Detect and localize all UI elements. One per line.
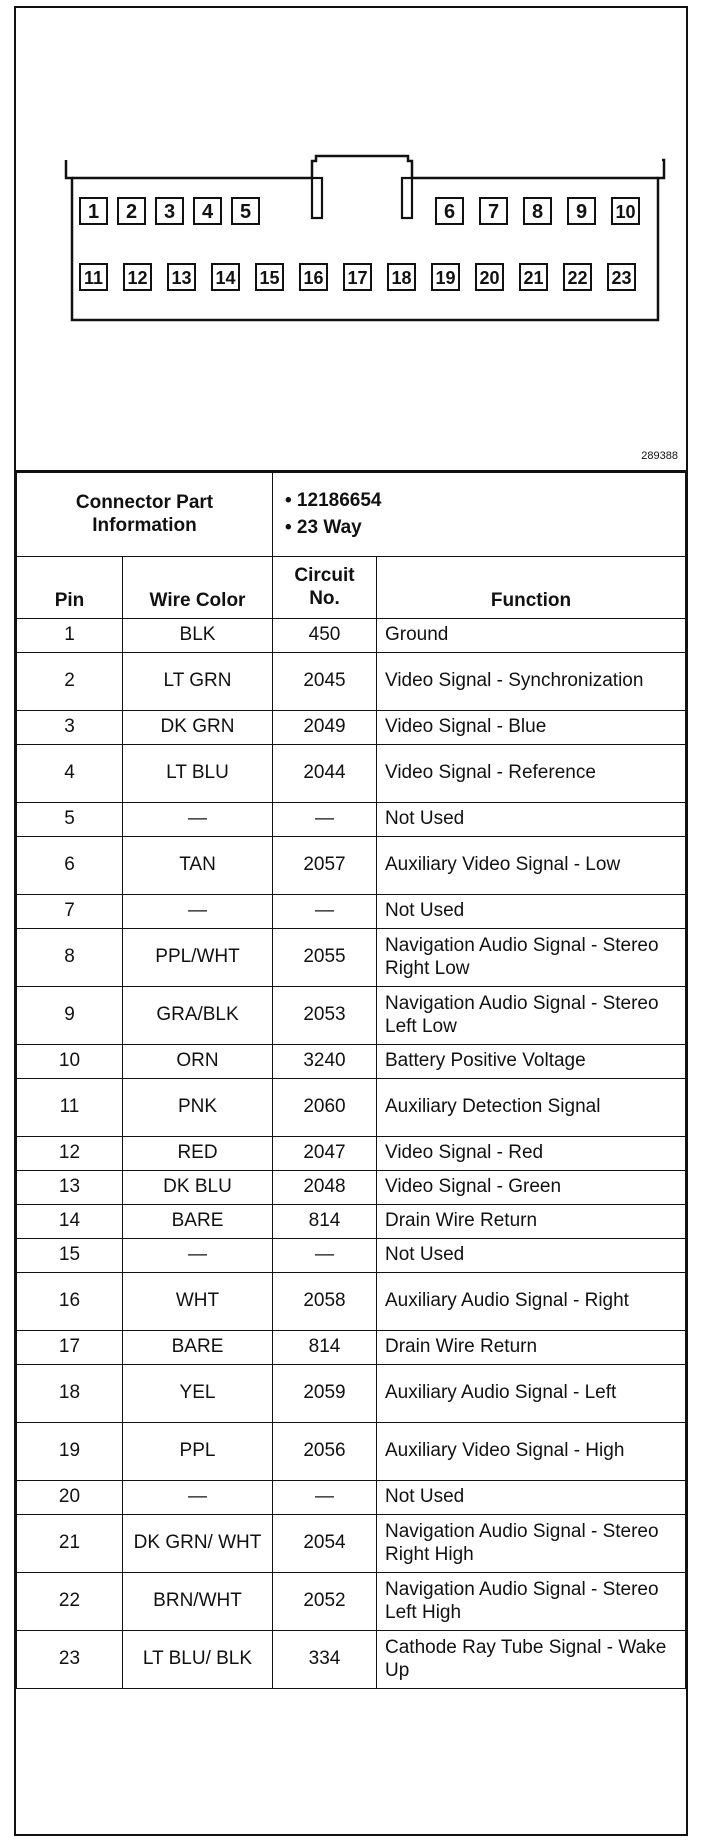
circuit-cell: 2047 [273,1137,377,1171]
connector-pin-label: 6 [443,201,456,223]
table-row [17,1573,686,1631]
table-row [17,1331,686,1365]
connector-pin [524,198,551,224]
function-cell: Cathode Ray Tube Signal - Wake Up [377,1631,686,1689]
function-cell: Video Signal - Blue [377,711,686,745]
connector-pin-label: 3 [163,201,176,223]
pin-cell: 4 [17,745,123,803]
circuit-cell: 2056 [273,1423,377,1481]
connector-pin [480,198,507,224]
pinout-table [16,472,686,1689]
connector-face-drawing [16,8,686,468]
circuit-cell: 2052 [273,1573,377,1631]
connector-way-count: • 23 Way [285,516,362,538]
table-row [17,745,686,803]
connector-pin-label: 16 [303,268,324,288]
table-row [17,1273,686,1331]
connector-info-label-line1: Connector Part [75,492,214,514]
connector-pin-label: 9 [575,201,588,223]
function-cell: Battery Positive Voltage [377,1045,686,1079]
function-cell: Navigation Audio Signal - Stereo Right Low [377,929,686,987]
circuit-cell: — [273,1481,377,1515]
function-cell: Auxiliary Video Signal - High [377,1423,686,1481]
table-row [17,929,686,987]
pin-cell: 6 [17,837,123,895]
function-cell: Ground [377,619,686,653]
wire-color-cell: — [123,803,273,837]
connector-pin-label: 17 [347,268,368,288]
connector-pin [168,264,195,290]
circuit-cell: 814 [273,1205,377,1239]
wire-color-cell: — [123,1481,273,1515]
wire-color-cell: DK BLU [123,1171,273,1205]
connector-pin [432,264,459,290]
wire-color-cell: TAN [123,837,273,895]
pin-cell: 15 [17,1239,123,1273]
pin-cell: 14 [17,1205,123,1239]
function-cell: Not Used [377,895,686,929]
wire-color-cell: — [123,1239,273,1273]
function-cell: Video Signal - Green [377,1171,686,1205]
pin-cell: 20 [17,1481,123,1515]
wire-color-cell: GRA/BLK [123,987,273,1045]
connector-pin [194,198,221,224]
pin-cell: 23 [17,1631,123,1689]
table-row [17,803,686,837]
table-row [17,653,686,711]
pin-cell: 17 [17,1331,123,1365]
circuit-cell: 2055 [273,929,377,987]
function-cell: Navigation Audio Signal - Stereo Left Low [377,987,686,1045]
connector-pin [612,198,639,224]
pin-cell: 9 [17,987,123,1045]
wire-color-cell: PPL/WHT [123,929,273,987]
connector-pin-label: 7 [487,201,500,223]
connector-info-label [17,473,273,557]
table-row [17,711,686,745]
connector-pin-label: 14 [215,268,236,288]
function-cell: Not Used [377,803,686,837]
connector-pin [118,198,145,224]
function-cell: Navigation Audio Signal - Stereo Left High [377,1573,686,1631]
circuit-cell: — [273,1239,377,1273]
table-row [17,1137,686,1171]
connector-info-label-line2: Information [92,514,197,536]
circuit-cell: 2053 [273,987,377,1045]
connector-housing-outline [66,160,664,320]
pin-cell: 2 [17,653,123,711]
connector-pin [388,264,415,290]
circuit-cell: 2045 [273,653,377,711]
connector-pin-label: 20 [479,268,500,288]
circuit-cell: 450 [273,619,377,653]
connector-pin-label: 4 [201,201,214,223]
connector-pin [232,198,259,224]
header-function: Function [377,557,686,619]
connector-pin [564,264,591,290]
wire-color-cell: BARE [123,1205,273,1239]
connector-pin-label: 22 [567,268,588,288]
function-cell: Auxiliary Audio Signal - Right [377,1273,686,1331]
pin-cell: 19 [17,1423,123,1481]
connector-pin-label: 15 [259,268,280,288]
table-row [17,1365,686,1423]
header-circuit [273,557,377,619]
pin-cell: 16 [17,1273,123,1331]
table-row [17,619,686,653]
connector-right-latch [402,178,412,218]
wire-color-cell: BARE [123,1331,273,1365]
circuit-cell: 334 [273,1631,377,1689]
header-pin: Pin [17,557,123,619]
function-cell: Video Signal - Synchronization [377,653,686,711]
function-cell: Auxiliary Audio Signal - Left [377,1365,686,1423]
connector-pin [476,264,503,290]
connector-key-outline [72,156,658,178]
connector-diagram [16,8,686,472]
connector-pin [156,198,183,224]
pin-cell: 3 [17,711,123,745]
wire-color-cell: PNK [123,1079,273,1137]
header-circuit-line1: Circuit [294,565,355,587]
connector-pin [608,264,635,290]
circuit-cell: 2044 [273,745,377,803]
wire-color-cell: PPL [123,1423,273,1481]
pin-cell: 8 [17,929,123,987]
connector-pin [212,264,239,290]
table-row [17,987,686,1045]
wire-color-cell: DK GRN [123,711,273,745]
connector-pin [256,264,283,290]
wire-color-cell: LT GRN [123,653,273,711]
connector-left-latch [312,178,322,218]
connector-pin-label: 12 [127,268,148,288]
connector-pin-label: 8 [531,201,544,223]
pin-cell: 1 [17,619,123,653]
connector-pin-label: 23 [611,268,632,288]
connector-part-number: • 12186654 [285,490,382,512]
wire-color-cell: — [123,895,273,929]
connector-pin-label: 1 [87,201,100,223]
pin-cell: 7 [17,895,123,929]
wire-color-cell: LT BLU/ BLK [123,1631,273,1689]
pin-cell: 13 [17,1171,123,1205]
wire-color-cell: DK GRN/ WHT [123,1515,273,1573]
connector-pin-label: 13 [171,268,192,288]
table-row [17,1423,686,1481]
connector-pin-label: 19 [435,268,456,288]
connector-sheet [14,6,688,1836]
connector-pin-label: 5 [239,201,252,223]
connector-pin-label: 21 [523,268,544,288]
pin-cell: 10 [17,1045,123,1079]
pin-cell: 11 [17,1079,123,1137]
connector-pin [124,264,151,290]
function-cell: Drain Wire Return [377,1331,686,1365]
wire-color-cell: ORN [123,1045,273,1079]
function-cell: Auxiliary Video Signal - Low [377,837,686,895]
function-cell: Auxiliary Detection Signal [377,1079,686,1137]
pin-cell: 18 [17,1365,123,1423]
table-row [17,1481,686,1515]
header-circuit-line2: No. [309,587,340,609]
function-cell: Video Signal - Red [377,1137,686,1171]
table-row [17,1239,686,1273]
circuit-cell: 2059 [273,1365,377,1423]
function-cell: Not Used [377,1239,686,1273]
wire-color-cell: LT BLU [123,745,273,803]
connector-pin-label: 10 [615,202,636,222]
table-row [17,837,686,895]
connector-pin [568,198,595,224]
connector-pin [80,198,107,224]
circuit-cell: 2057 [273,837,377,895]
table-row [17,895,686,929]
table-row [17,1171,686,1205]
circuit-cell: 2049 [273,711,377,745]
figure-id: 289388 [641,450,678,462]
table-row [17,1045,686,1079]
wire-color-cell: YEL [123,1365,273,1423]
pin-cell: 21 [17,1515,123,1573]
connector-pin [300,264,327,290]
connector-pin-label: 2 [125,201,138,223]
connector-pin [520,264,547,290]
connector-pin [344,264,371,290]
circuit-cell: 814 [273,1331,377,1365]
circuit-cell: 3240 [273,1045,377,1079]
function-cell: Video Signal - Reference [377,745,686,803]
header-wire-color: Wire Color [123,557,273,619]
connector-info-values [273,473,686,557]
connector-pin-label: 18 [391,268,412,288]
connector-pin [80,264,107,290]
function-cell: Navigation Audio Signal - Stereo Right High [377,1515,686,1573]
wire-color-cell: BLK [123,619,273,653]
table-row [17,1205,686,1239]
function-cell: Drain Wire Return [377,1205,686,1239]
wire-color-cell: WHT [123,1273,273,1331]
circuit-cell: — [273,895,377,929]
table-row [17,1631,686,1689]
circuit-cell: — [273,803,377,837]
circuit-cell: 2058 [273,1273,377,1331]
wire-color-cell: RED [123,1137,273,1171]
connector-pin-label: 11 [83,268,104,288]
wire-color-cell: BRN/WHT [123,1573,273,1631]
circuit-cell: 2048 [273,1171,377,1205]
table-row [17,1515,686,1573]
pin-cell: 22 [17,1573,123,1631]
circuit-cell: 2060 [273,1079,377,1137]
connector-info-row [17,473,686,557]
pin-cell: 12 [17,1137,123,1171]
pin-cell: 5 [17,803,123,837]
table-header-row [17,557,686,619]
table-row [17,1079,686,1137]
connector-pin [436,198,463,224]
function-cell: Not Used [377,1481,686,1515]
circuit-cell: 2054 [273,1515,377,1573]
